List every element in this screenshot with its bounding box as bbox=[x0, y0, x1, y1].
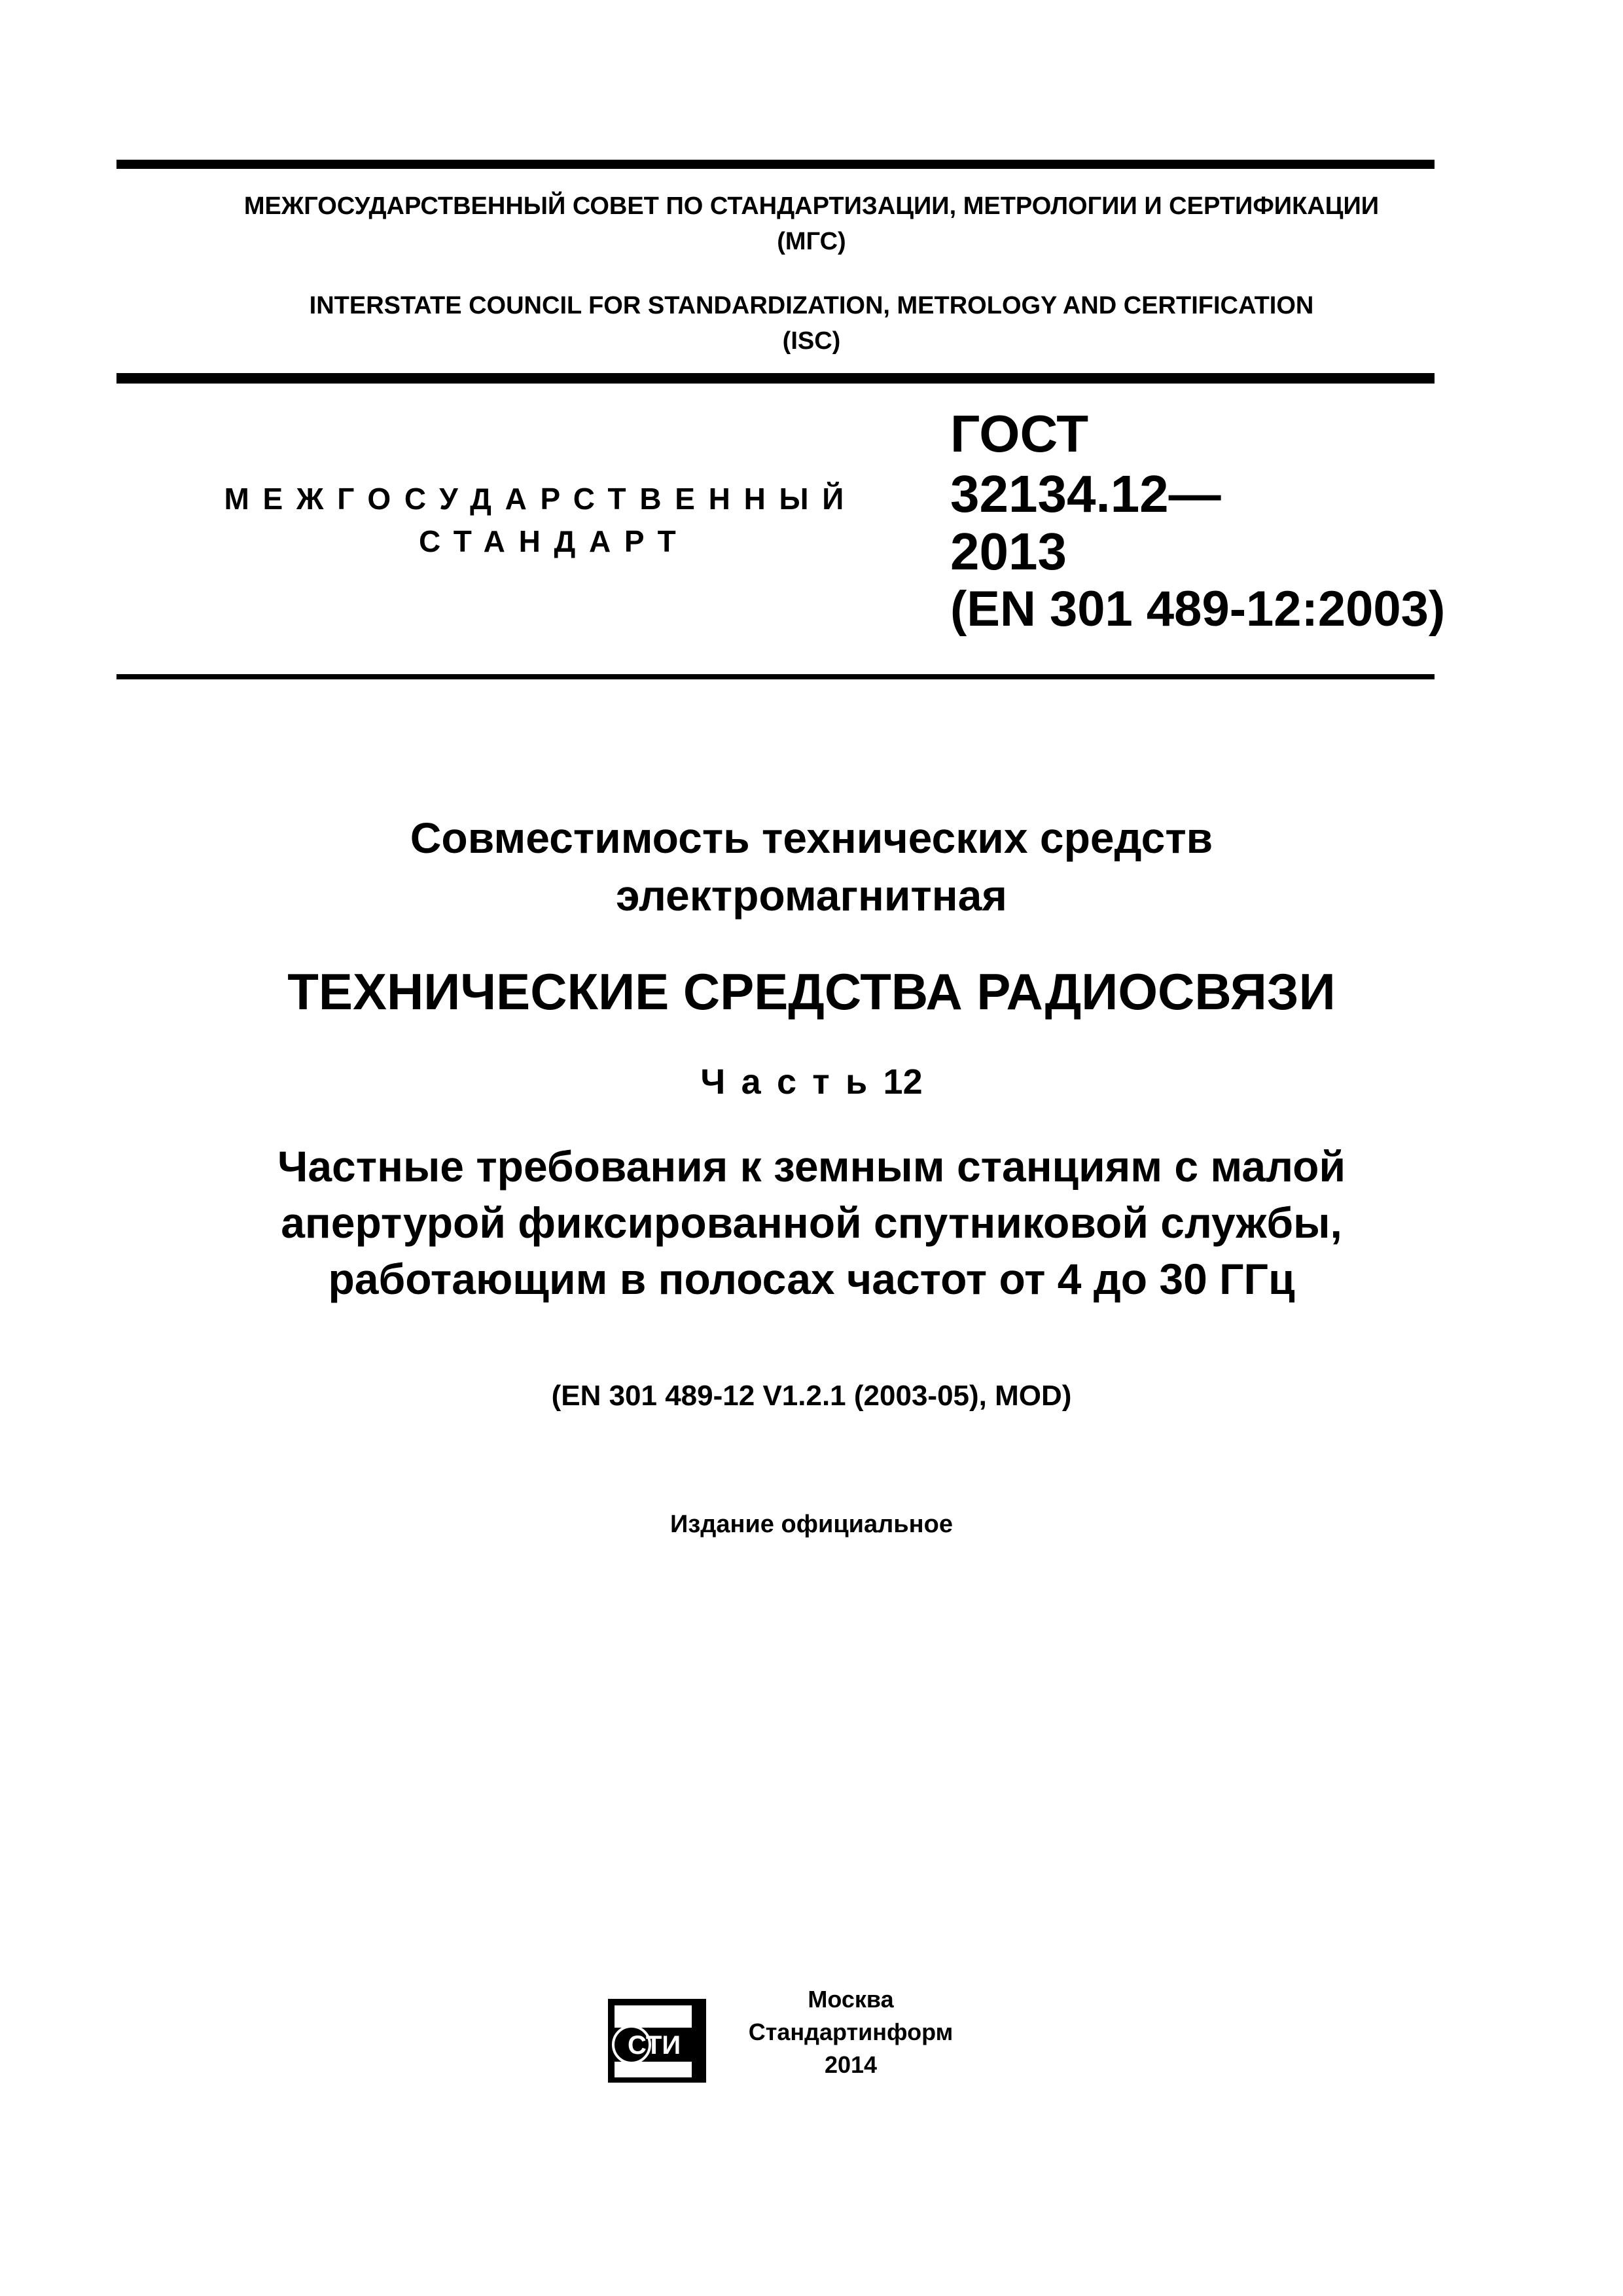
part-number: 12 bbox=[883, 1062, 923, 1102]
gost-en-equivalent: (EN 301 489-12:2003) bbox=[950, 581, 1446, 637]
standard-type-line1: МЕЖГОСУДАРСТВЕННЫЙ bbox=[224, 482, 857, 516]
title-line1: Совместимость технических средств bbox=[410, 814, 1213, 862]
top-rule bbox=[116, 160, 1435, 169]
reference-document: (EN 301 489-12 V1.2.1 (2003-05), MOD) bbox=[551, 1380, 1072, 1412]
standard-type-line2: СТАНДАРТ bbox=[419, 524, 690, 558]
part-heading bbox=[0, 1062, 1623, 1102]
header-rule bbox=[116, 373, 1435, 384]
part-title-line2: апертурой фиксированной спутниковой службы, bbox=[281, 1198, 1342, 1247]
part-title-line1: Частные требования к земным станциям с малой bbox=[277, 1142, 1346, 1191]
edition-note: Издание официальное bbox=[670, 1511, 953, 1538]
council-ru-line1: МЕЖГОСУДАРСТВЕННЫЙ СОВЕТ ПО СТАНДАРТИЗАЦИИ, МЕТРОЛОГИИ И СЕРТИФИКАЦИИ bbox=[243, 192, 1380, 220]
part-word: Часть bbox=[700, 1062, 883, 1102]
council-en-line1: INTERSTATE COUNCIL FOR STANDARDIZATION, METROLOGY AND CERTIFICATION bbox=[309, 292, 1314, 319]
logo-text: СТИ bbox=[628, 2031, 681, 2060]
publisher-logo bbox=[605, 1995, 710, 2087]
designation-rule bbox=[116, 674, 1435, 679]
publisher-name: Стандартинформ bbox=[748, 2018, 954, 2045]
council-en-line2: (ISC) bbox=[782, 327, 841, 355]
gost-label: ГОСТ bbox=[950, 404, 1089, 463]
title-line2: электромагнитная bbox=[616, 871, 1007, 920]
gost-number: 32134.12— bbox=[950, 465, 1221, 523]
gost-year: 2013 bbox=[950, 522, 1067, 581]
part-title-line3: работающим в полосах частот от 4 до 30 ГГц bbox=[328, 1255, 1295, 1303]
sti-logo-icon bbox=[605, 1995, 710, 2087]
council-ru-line2: (МГС) bbox=[777, 228, 846, 255]
publisher-city: Москва bbox=[808, 1986, 894, 2013]
subject-title: ТЕХНИЧЕСКИЕ СРЕДСТВА РАДИОСВЯЗИ bbox=[287, 963, 1336, 1020]
publisher-year: 2014 bbox=[824, 2051, 878, 2078]
